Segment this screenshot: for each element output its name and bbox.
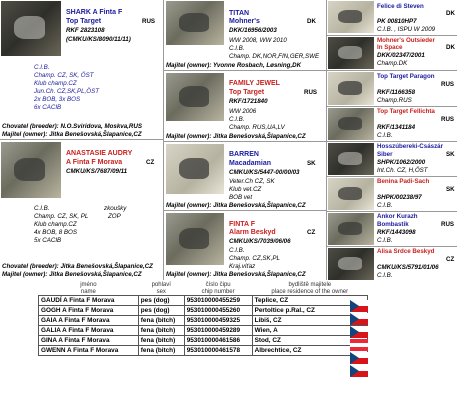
divider (327, 176, 457, 177)
title-line: 2x BOB, 3x BOS (34, 96, 81, 103)
dog-photo-anastasie (1, 142, 61, 198)
dog-name: Mohner's Outsieder (377, 37, 435, 44)
cell-sex: fena (bitch) (138, 346, 184, 356)
dog-photo (328, 143, 374, 175)
title-line: Veter.Ch CZ, SK (229, 178, 275, 185)
cell-name: GAIA A Finta F Morava (39, 316, 139, 326)
dog-photo (328, 1, 374, 33)
dog-name: TITAN (229, 10, 250, 17)
owner-line: Majitel (owner): Jitka Benešovská,Šlapanice,CZ (166, 271, 306, 278)
czech-flag-icon (350, 365, 368, 377)
registration-number: SHPK/1062/2000 (377, 159, 426, 166)
owner-line: Majitel (owner): Jitka Benešovská,Šlapanice,CZ (2, 271, 142, 278)
dog-name: FINTA F (229, 221, 256, 228)
divider (327, 35, 457, 36)
divider (164, 70, 326, 71)
title-line: Champ.RUS (377, 97, 412, 104)
title-line: 4x BOB, 8 BOS (34, 229, 77, 236)
divider (327, 211, 457, 212)
title-line: BOB vet (229, 194, 253, 201)
kennel-name: Alarm Beskyd (229, 229, 276, 236)
dog-name-line2: In Space (377, 44, 403, 51)
divider (327, 141, 457, 142)
dog-photo (328, 248, 374, 280)
czech-flag-icon (350, 352, 368, 364)
table-row (39, 296, 368, 306)
czech-flag-icon (350, 326, 368, 338)
cell-sex: pes (dog) (138, 296, 184, 306)
registration-number: CMKU/KS/5791/01/06 (377, 264, 439, 271)
kennel-name: Mohner's (229, 18, 260, 25)
dog-photo-family-jewel (166, 73, 224, 121)
title-line: Jun.Ch. CZ,SK,PL,ÖST (34, 88, 99, 95)
cell-chip: 953010000461578 (184, 346, 252, 356)
title-line: C.I.B. (377, 272, 393, 279)
kennel-name: Macadamian (229, 160, 272, 167)
table-row (39, 336, 368, 346)
title-line: WW 2006 (229, 108, 257, 115)
title-line: 6x CACIB (34, 104, 62, 111)
title-line: Champ. CZ,SK,PL (229, 255, 280, 262)
country-code: RUS (304, 89, 318, 96)
divider (164, 141, 326, 142)
dog-name: Top Target Fellichta (377, 108, 435, 115)
country-code: RUS (441, 221, 455, 228)
title-line: Int.Ch. CZ, H,ÖST (377, 167, 428, 174)
country-code: RUS (441, 81, 455, 88)
title-line: Champ.DK (377, 60, 408, 67)
title-line: C.I.B. (229, 45, 245, 52)
dog-photo (328, 178, 374, 210)
country-code: RUS (142, 18, 156, 25)
owner-line: Majitel (owner): Jitka Benešovská,Šlapanice,CZ (166, 133, 306, 140)
dog-name: Alisa Srdce Beskyd (377, 248, 435, 255)
column-divider (163, 0, 164, 280)
cell-place: Albrechtice, CZ (252, 346, 367, 356)
breeder-line: Chovatel (breeder): Jitka Benešovská,Šlapanice,CZ (2, 263, 153, 270)
country-code: SK (446, 151, 455, 158)
cell-place: Teplice, CZ (252, 296, 367, 306)
cell-chip: 953010000459325 (184, 316, 252, 326)
registration-number: RKF/1341184 (377, 124, 416, 131)
title-line: C.I.B. (34, 205, 50, 212)
breeder-line: Chovatel (breeder): N.O.Sviridova, Moskva,RUS (2, 123, 142, 130)
dog-photo (328, 108, 374, 140)
country-code: DK (307, 18, 316, 25)
dog-photo-barren (166, 144, 224, 194)
column-divider (326, 0, 327, 280)
kennel-name: Top Target (66, 18, 102, 25)
title-line: C.I.B. (229, 247, 245, 254)
title-line: WW 2008, WW 2010 (229, 37, 287, 44)
puppies-table (38, 282, 368, 356)
dog-name: Felice di Steven (377, 3, 424, 10)
dog-name-line2: Bombastik (377, 221, 409, 228)
cell-place: Wien, A (252, 326, 367, 336)
cell-name: GINA A Finta F Morava (39, 336, 139, 346)
dog-name: ANASTASIE AUDRY (66, 150, 133, 157)
dog-photo-titan (166, 1, 224, 45)
dog-name: Ankor Kurazh (377, 213, 418, 220)
kennel-name: A Finta F Morava (66, 159, 123, 166)
title-line: C.I.B. (377, 202, 393, 209)
registration-number: RKF/1443098 (377, 229, 416, 236)
cell-place: Libiš, CZ (252, 316, 367, 326)
country-code: DK (446, 10, 455, 17)
czech-flag-icon (350, 313, 368, 325)
country-code: CZ (446, 256, 455, 263)
divider (164, 210, 326, 211)
country-code: CZ (146, 159, 155, 166)
kennel-name: Top Target (229, 89, 265, 96)
title-line: Champ. CZ, SK, PL (34, 213, 89, 220)
cell-place: Stod, CZ (252, 336, 367, 346)
title-line: 5x CACIB (34, 237, 62, 244)
cell-name: GOGH A Finta F Morava (39, 306, 139, 316)
title-line: C.I.B. , ISPU W 2009 (377, 26, 436, 33)
cell-name: GAUDÍ A Finta F Morava (39, 296, 139, 306)
dog-name: Top Target Paragon (377, 73, 435, 80)
cell-name: GWENN A Finta F Morava (39, 346, 139, 356)
table-row (39, 316, 368, 326)
registration-number: CMKU/KS/7039/06/06 (229, 238, 291, 245)
exam-zop: ZOP (108, 213, 121, 220)
registration-number-cz: (CMKU/KS/8090/11/11) (66, 36, 131, 43)
title-line: Klub champ.CZ (34, 80, 77, 87)
registration-number: RKF/1166358 (377, 89, 416, 96)
cell-sex: fena (bitch) (138, 336, 184, 346)
dog-photo (328, 72, 374, 105)
czech-flag-icon (350, 300, 368, 312)
registration-number: DKK/16956/2003 (229, 27, 277, 34)
cell-chip: 953010000455260 (184, 306, 252, 316)
title-line: Champ. CZ, SK, ÖST (34, 72, 94, 79)
table-header-row (39, 282, 368, 296)
country-code: RUS (441, 116, 455, 123)
country-code: DK (446, 44, 455, 51)
title-line: Kraj.víťaz (229, 263, 256, 270)
owner-line: Majitel (owner): Jitka Benešovská,Šlapanice,CZ (2, 131, 142, 138)
cell-chip: 953010000455259 (184, 296, 252, 306)
dog-name: BARREN (229, 151, 259, 158)
dog-photo (328, 37, 374, 69)
dog-name: Hosszúbereki-Császár (377, 143, 444, 150)
dog-name: Benina Padi-Sach (377, 178, 430, 185)
dog-name-line2: Siber (377, 151, 393, 158)
registration-number: CMKU/KS/5447-00/00/03 (229, 169, 300, 176)
cell-chip: 953010000459289 (184, 326, 252, 336)
divider (327, 70, 457, 71)
country-code: CZ (307, 229, 316, 236)
registration-number: PK 00810HP7 (377, 18, 417, 25)
title-line: C.I.B. (377, 237, 393, 244)
registration-number: RKF/1721840 (229, 98, 268, 105)
col-header-residence: bydliště majitele place residence of the owner (271, 282, 349, 295)
registration-number: CMKU/KS/7687/09/11 (66, 168, 128, 175)
title-line: Champ. DK,NOR,FIN,GER,SWE (229, 53, 320, 60)
col-header-name: jméno name (80, 282, 97, 295)
cell-chip: 953010000461586 (184, 336, 252, 346)
table-row (39, 326, 368, 336)
registration-number: DKK/02347/2001 (377, 52, 425, 59)
divider (327, 106, 457, 107)
cell-sex: fena (bitch) (138, 316, 184, 326)
owner-line: Majitel (owner): Yvonne Rosbach, Løsning,DK (166, 62, 302, 69)
divider (327, 246, 457, 247)
table-row (39, 306, 368, 316)
dog-photo (328, 213, 374, 245)
cell-name: GALIA A Finta F Morava (39, 326, 139, 336)
title-line: C.I.B. (377, 132, 393, 139)
cell-sex: pes (dog) (138, 306, 184, 316)
registration-number: SHPK/00238/97 (377, 194, 422, 201)
dog-name: FAMILY JEWEL (229, 80, 280, 87)
col-header-sex: pohlaví sex (151, 282, 171, 295)
registration-number: RKF 2823108 (66, 27, 105, 34)
dog-photo-shark (1, 1, 61, 56)
title-line: C.I.B. (229, 116, 245, 123)
table-row (39, 346, 368, 356)
austria-flag-icon (350, 339, 368, 351)
title-line: Klub champ.CZ (34, 221, 77, 228)
title-line: Champ. RUS,UA,LV (229, 124, 285, 131)
country-code: SK (307, 160, 316, 167)
col-header-chip: číslo čipu chip number (201, 282, 235, 295)
title-line: C.I.B. (34, 64, 50, 71)
country-code: SK (446, 186, 455, 193)
dog-photo-finta (166, 213, 224, 265)
divider (0, 139, 163, 140)
cell-sex: fena (bitch) (138, 326, 184, 336)
exams-label: zkoušky (104, 205, 127, 212)
owner-line: Majitel (owner): Jitka Benešovská,Šlapanice,CZ (166, 202, 306, 209)
dog-name: SHARK A Finta F (66, 9, 123, 16)
title-line: Klub vet.CZ (229, 186, 262, 193)
cell-place: Pertoltice p.Ral., CZ (252, 306, 367, 316)
